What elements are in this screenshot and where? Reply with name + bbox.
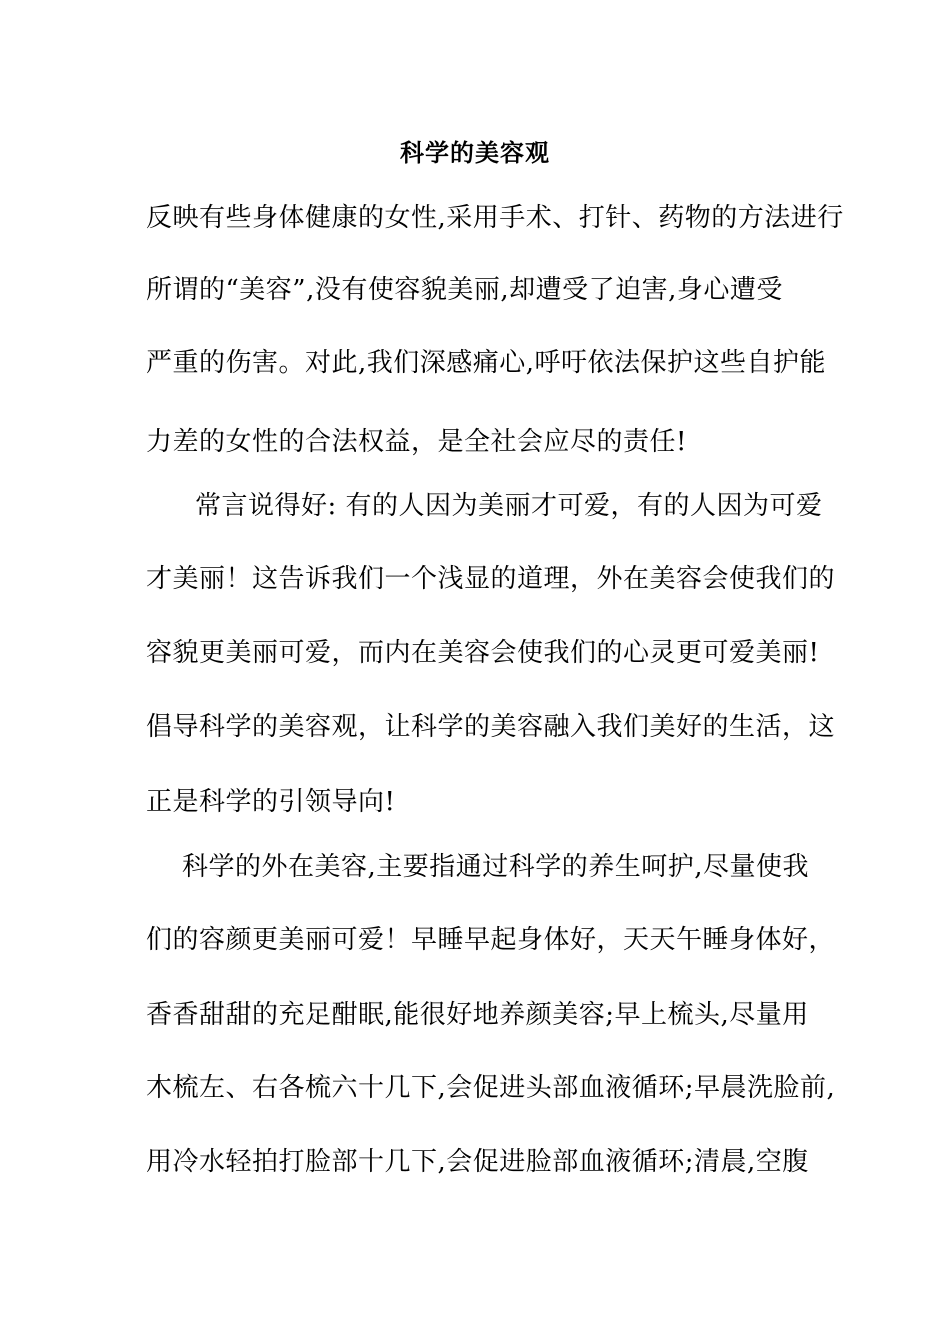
document-title: 科学的美容观: [400, 139, 550, 167]
text-line: 科学的外在美容,主要指通过科学的养生呵护,尽量使我: [182, 852, 810, 882]
text-line: 们的容颜更美丽可爱！早睡早起身体好，天天午睡身体好，: [146, 925, 836, 955]
text-line: 才美丽！这告诉我们一个浅显的道理，外在美容会使我们的: [146, 564, 836, 594]
text-line: 反映有些身体健康的女性,采用手术、打针、药物的方法进行: [146, 203, 844, 233]
text-line: 所谓的“美容”,没有使容貌美丽,却遭受了迫害,身心遭受: [146, 275, 783, 305]
text-line: 倡导科学的美容观，让科学的美容融入我们美好的生活，这: [146, 712, 836, 742]
text-line: 用冷水轻拍打脸部十几下,会促进脸部血液循环;清晨,空腹: [146, 1147, 809, 1177]
text-line: 容貌更美丽可爱，而内在美容会使我们的心灵更可爱美丽!: [146, 638, 820, 668]
text-line: 严重的伤害。对此,我们深感痛心,呼吁依法保护这些自护能: [146, 348, 827, 378]
text-line: 常言说得好: 有的人因为美丽才可爱，有的人因为可爱: [195, 491, 823, 521]
text-line: 香香甜甜的充足酣眠,能很好地养颜美容;早上梳头,尽量用: [146, 1000, 809, 1030]
text-line: 正是科学的引领导向!: [146, 787, 396, 817]
text-line: 力差的女性的合法权益，是全社会应尽的责任!: [146, 427, 687, 457]
text-line: 木梳左、右各梳六十几下,会促进头部血液循环;早晨洗脸前,: [146, 1073, 836, 1103]
